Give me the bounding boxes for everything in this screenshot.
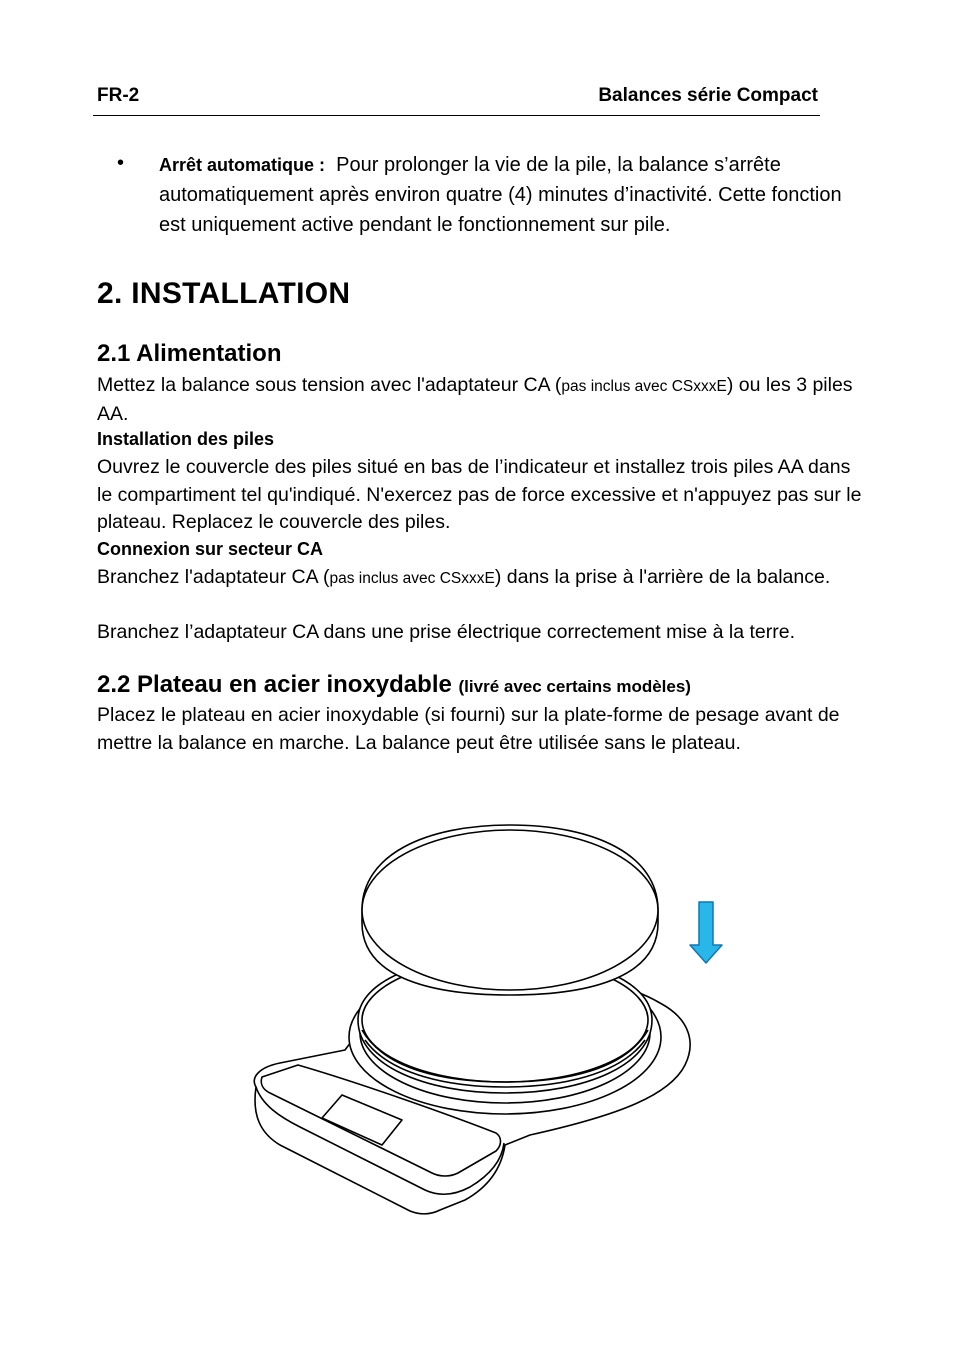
plateau-note: (livré avec certains modèles) xyxy=(458,677,691,696)
page-number: FR-2 xyxy=(97,85,140,106)
secteur-paragraph xyxy=(97,564,865,593)
down-arrow-icon xyxy=(690,902,722,963)
alimentation-paragraph xyxy=(97,372,865,428)
scale-illustration xyxy=(240,815,730,1235)
secteur-subheading: Connexion sur secteur CA xyxy=(97,539,324,559)
bullet-marker: • xyxy=(117,152,125,174)
secteur-note: pas inclus avec CSxxxE xyxy=(329,570,495,587)
secteur-text-b: ) dans la prise à l'arrière de la balance. xyxy=(494,566,831,588)
piles-paragraph: Ouvrez le couvercle des piles situé en bas de l’indicateur et installez trois piles AA dans le compartiment tel qu'indiqué. N'exercez pas de force excessive et n'appuyez pas sur le plateau. Replacez le couvercle des piles. xyxy=(97,456,862,533)
plateau-title: 2.2 Plateau en acier inoxydable xyxy=(97,671,452,698)
piles-subheading: Installation des piles xyxy=(97,429,275,449)
running-header-title: Balances série Compact xyxy=(598,85,818,106)
plateau-heading xyxy=(97,671,691,699)
auto-off-paragraph xyxy=(159,150,871,240)
alimentation-heading: 2.1 Alimentation xyxy=(97,340,282,367)
auto-off-text: Pour prolonger la vie de la pile, la balance s’arrête automatiquement après environ quatre (4) minutes d’inactivité. Cette fonction est uniquement active pendant le fonctionnement sur pile. xyxy=(159,154,842,236)
alimentation-note: pas inclus avec CSxxxE xyxy=(561,378,727,395)
secteur-text-a: Branchez l'adaptateur CA ( xyxy=(97,566,330,588)
ground-paragraph: Branchez l’adaptateur CA dans une prise électrique correctement mise à la terre. xyxy=(97,621,796,643)
alimentation-text-a: Mettez la balance sous tension avec l'adaptateur CA ( xyxy=(97,374,562,396)
section-title: 2. INSTALLATION xyxy=(97,277,351,310)
auto-off-lead: Arrêt automatique : xyxy=(159,155,326,175)
header-rule xyxy=(93,115,820,116)
plateau-paragraph: Placez le plateau en acier inoxydable (si fourni) sur la plate-forme de pesage avant de mettre la balance en marche. La balance peut être utilisée sans le plateau. xyxy=(97,704,840,754)
alimentation-text-b: ) ou les 3 piles AA. xyxy=(97,374,853,425)
